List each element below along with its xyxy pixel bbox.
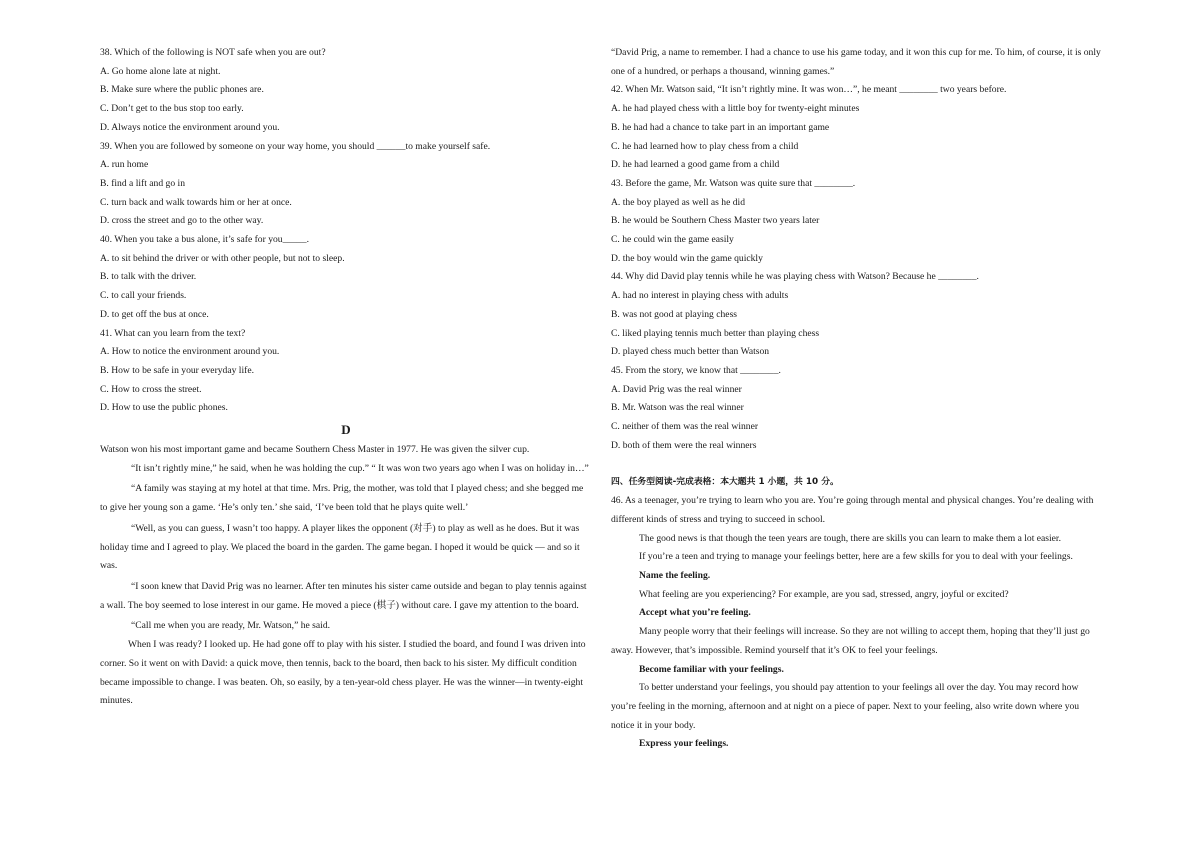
question-41-option-d: D. How to use the public phones. [100,402,228,414]
question-45-option-c: C. neither of them was the real winner [611,421,759,433]
question-39-stem: 39. When you are followed by someone on your way home, you should ______to make yourself safe. [100,140,491,152]
question-39-option-b: B. find a lift and go in [100,177,185,189]
question-39-option-c: C. turn back and walk towards him or her at once. [100,196,292,208]
question-44-option-c: C. liked playing tennis much better than playing chess [611,327,820,339]
question-40-option-d: D. to get off the bus at once. [100,308,209,320]
question-45-option-a: A. David Prig was the real winner [611,383,742,395]
question-43-stem: 43. Before the game, Mr. Watson was quite sure that ________. [611,177,856,189]
passage-paragraph-2: “It isn’t rightly mine,” he said, when he was holding the cup.” “ It was won two years ago when I was on holiday in…” [131,462,589,474]
passage-paragraph-3: “A family was staying at my hotel at that time. Mrs. Prig, the mother, was told that I played chess; and she begged me to give her young son a game. ‘He’s only ten.’ she said, ‘I’ve been told that he plays quite well.’ [100,483,584,514]
question-45-option-b: B. Mr. Watson was the real winner [611,402,744,414]
heading-accept-feeling: Accept what you’re feeling. [639,607,751,619]
right-column [611,44,1103,754]
passage-paragraph-4: “Well, as you can guess, I wasn’t too happy. A player likes the opponent (对手) to play as well as he does. But it was holiday time and I agreed to play. We placed the board in the garden. The game began. I hoped it would be quick — and so it was. [100,522,580,572]
question-40-option-b: B. to talk with the driver. [100,271,197,283]
heading-become-familiar: Become familiar with your feelings. [639,663,784,675]
heading-name-the-feeling: Name the feeling. [639,569,711,581]
question-44-stem: 44. Why did David play tennis while he was playing chess with Watson? Because he ________. [611,271,979,283]
question-39-option-a: A. run home [100,159,149,171]
question-40-option-c: C. to call your friends. [100,290,187,302]
question-45-option-d: D. both of them were the real winners [611,439,757,451]
question-41-stem: 41. What can you learn from the text? [100,327,246,339]
question-46-intro: 46. As a teenager, you’re trying to learn who you are. You’re going through mental and physical changes. You’re dealing with different kinds of stress and trying to succeed in school. [611,495,1094,525]
question-41-option-b: B. How to be safe in your everyday life. [100,364,254,376]
passage-paragraph-5: “I soon knew that David Prig was no learner. After ten minutes his sister came outside and began to play tennis against a wall. The boy seemed to lose interest in our game. He moved a piece (棋子) without care. I gave my attention to the board. [100,580,587,611]
question-44-option-b: B. was not good at playing chess [611,308,738,320]
question-42-option-b: B. he had had a chance to take part in an important game [611,121,830,133]
question-38-option-d: D. Always notice the environment around you. [100,121,280,133]
question-38-option-c: C. Don’t get to the bus stop too early. [100,103,244,115]
question-42-option-d: D. he had learned a good game from a child [611,159,780,171]
left-column [100,44,592,711]
question-43-option-c: C. he could win the game easily [611,234,734,246]
question-41-option-a: A. How to notice the environment around you. [100,346,280,358]
section-title-d: D [341,422,351,438]
section-heading-task-reading: 四、任务型阅读-完成表格：本大题共 1 小题，共 10 分。 [611,477,839,488]
passage-paragraph-7: When I was ready? I looked up. He had gone off to play with his sister. I studied the board, and found I was driven into corner. So it went on with David: a quick move, then tennis, back to the board, then back to his sister. My difficult condition became impossible to change. I was beaten. Oh, so easily, by a ten-year-old chess player. He was the winner—in twenty-eight minutes. [100,639,586,707]
question-42-option-a: A. he had played chess with a little boy for twenty-eight minutes [611,103,860,115]
question-38-stem: 38. Which of the following is NOT safe when you are out? [100,47,326,58]
question-44-option-a: A. had no interest in playing chess with adults [611,290,789,302]
paragraph-if-teen: If you’re a teen and trying to manage your feelings better, here are a few skills for you to deal with your feelings. [639,551,1073,563]
heading-express-feelings: Express your feelings. [639,738,729,750]
paragraph-name-the-feeling: What feeling are you experiencing? For example, are you sad, stressed, angry, joyful or excited? [639,588,1009,600]
question-39-option-d: D. cross the street and go to the other way. [100,215,264,227]
paragraph-good-news: The good news is that though the teen years are tough, there are skills you can learn to make them a lot easier. [639,532,1061,544]
paragraph-become-familiar: To better understand your feelings, you should pay attention to your feelings all over the day. You may record how you’re feeling in the morning, afternoon and at night on a piece of paper. Next to your feeling, also write down where you notice it in your body. [611,682,1080,731]
passage-paragraph-1: Watson won his most important game and became Southern Chess Master in 1977. He was given the silver cup. [100,444,530,456]
question-42-stem: 42. When Mr. Watson said, “It isn’t rightly mine. It was won…”, he meant ________ two years before. [611,84,1007,96]
question-44-option-d: D. played chess much better than Watson [611,346,770,358]
question-38-option-a: A. Go home alone late at night. [100,65,221,77]
passage-paragraph-6: “Call me when you are ready, Mr. Watson,” he said. [131,620,331,632]
question-40-stem: 40. When you take a bus alone, it’s safe for you_____. [100,234,309,246]
question-43-option-a: A. the boy played as well as he did [611,196,746,208]
question-43-option-d: D. the boy would win the game quickly [611,252,763,264]
question-45-stem: 45. From the story, we know that ________. [611,364,781,376]
question-43-option-b: B. he would be Southern Chess Master two years later [611,215,820,227]
passage-paragraph-8: “David Prig, a name to remember. I had a chance to use his game today, and it won this cup for me. To him, of course, it is only one of a hundred, or perhaps a thousand, winning games.” [611,47,1101,77]
paragraph-accept-feeling: Many people worry that their feelings will increase. So they are not willing to accept them, hoping that they’ll just go away. However, that’s impossible. Remind yourself that it’s OK to feel your feelings. [611,626,1090,656]
question-40-option-a: A. to sit behind the driver or with other people, but not to sleep. [100,252,345,264]
question-41-option-c: C. How to cross the street. [100,383,202,395]
question-42-option-c: C. he had learned how to play chess from a child [611,140,799,152]
question-38-option-b: B. Make sure where the public phones are. [100,84,264,96]
